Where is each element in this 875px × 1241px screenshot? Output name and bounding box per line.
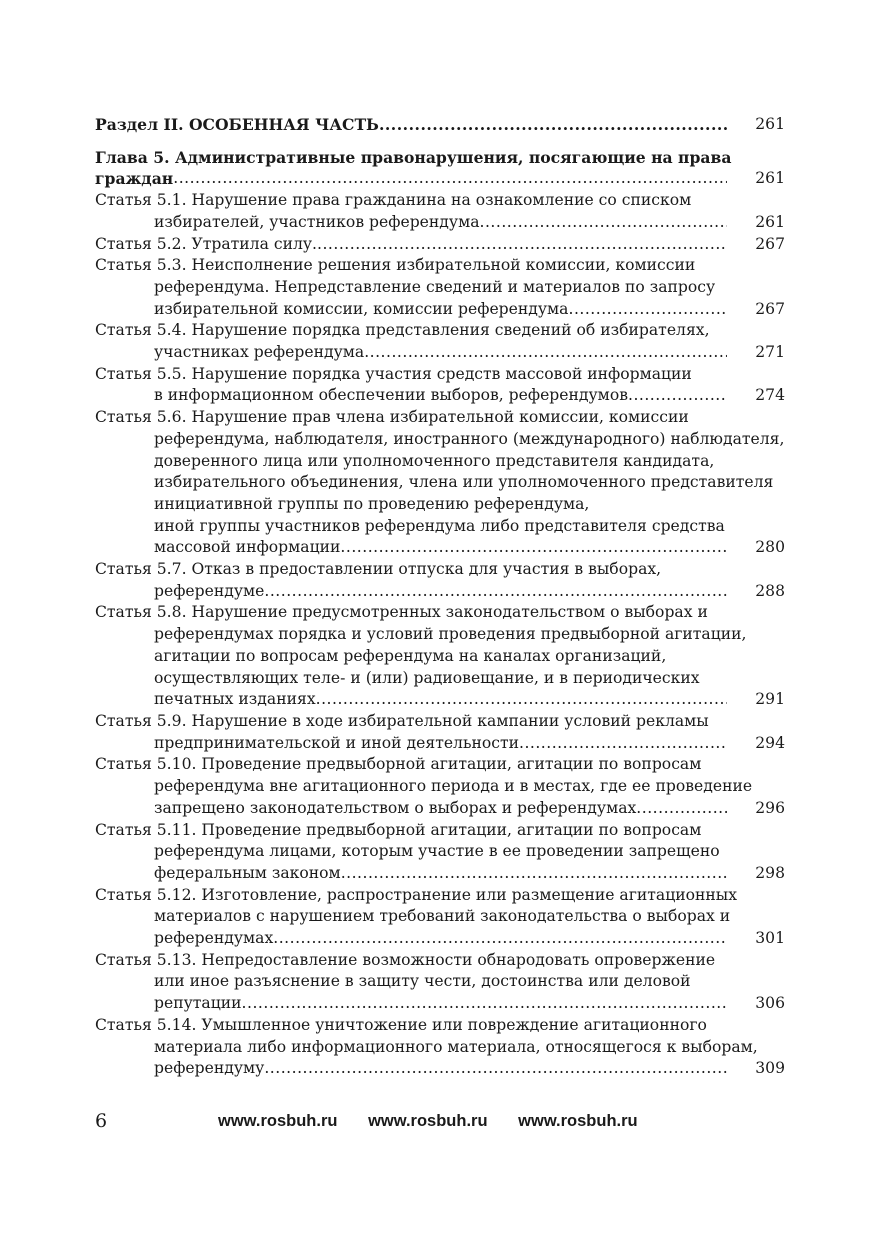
dot-leader — [568, 299, 727, 321]
toc-article-line: избирательного объединения, члена или уполномоченного представителя — [154, 473, 774, 492]
toc-article-entry[interactable] — [95, 754, 785, 819]
dot-leader — [340, 537, 727, 559]
table-of-contents — [95, 114, 785, 1080]
toc-article-last-line: запрещено законодательством о выборах и референдумах — [154, 798, 637, 817]
toc-article-last-line: в информационном обеспечении выборов, референдумов — [154, 386, 628, 405]
toc-article-list — [95, 190, 785, 1080]
toc-article-page: 274 — [755, 386, 785, 405]
toc-article-entry[interactable] — [95, 950, 785, 1015]
toc-article-line: Статья 5.1. Нарушение права гражданина на ознакомление со списком — [95, 191, 692, 210]
toc-article-entry[interactable] — [95, 711, 785, 754]
toc-article-last-line: участниках референдума — [154, 343, 365, 362]
toc-article-page: 271 — [755, 343, 785, 362]
dot-leader — [636, 798, 727, 820]
toc-section-entry[interactable] — [95, 114, 785, 136]
toc-article-entry[interactable] — [95, 255, 785, 320]
toc-article-line: материала либо информационного материала, относящегося к выборам, — [154, 1037, 758, 1056]
toc-article-line: Статья 5.8. Нарушение предусмотренных законодательством о выборах и — [95, 603, 708, 622]
toc-article-entry[interactable] — [95, 320, 785, 363]
toc-article-last-line: печатных изданиях — [154, 690, 316, 709]
toc-article-last-line: референдуме — [154, 581, 265, 600]
toc-article-line: Статья 5.6. Нарушение прав члена избирательной комиссии, комиссии — [95, 408, 689, 427]
dot-leader — [519, 733, 727, 755]
toc-article-line: референдума лицами, которым участие в ее проведении запрещено — [154, 842, 720, 861]
toc-article-line: Статья 5.9. Нарушение в ходе избирательной кампании условий рекламы — [95, 711, 709, 730]
toc-article-line: Статья 5.3. Неисполнение решения избирательной комиссии, комиссии — [95, 256, 696, 275]
toc-article-last-line: референдумах — [154, 929, 274, 948]
toc-article-page: 288 — [755, 581, 785, 600]
toc-article-page: 296 — [755, 798, 785, 817]
toc-article-last-line: избирателей, участников референдума — [154, 212, 480, 231]
toc-article-last-line: федеральным законом — [154, 863, 341, 882]
toc-article-entry[interactable] — [95, 602, 785, 711]
toc-article-line: доверенного лица или уполномоченного представителя кандидата, — [154, 451, 715, 470]
toc-article-line: референдума. Непредставление сведений и материалов по запросу — [154, 277, 716, 296]
dot-leader — [173, 168, 727, 190]
dot-leader — [317, 234, 727, 256]
toc-article-entry[interactable] — [95, 234, 785, 256]
footer-site-link[interactable]: www.rosbuh.ru — [368, 1112, 488, 1130]
dot-leader — [364, 342, 727, 364]
toc-chapter-line: Глава 5. Административные правонарушения, посягающие на права — [95, 147, 732, 167]
dot-leader — [480, 212, 727, 234]
toc-article-page: 306 — [755, 994, 785, 1013]
page-footer — [95, 1110, 785, 1140]
toc-article-page: 280 — [755, 538, 785, 557]
toc-article-line: референдума вне агитационного периода и в местах, где ее проведение — [154, 777, 753, 796]
toc-article-line: иной группы участников референдума либо представителя средства — [154, 516, 725, 535]
toc-article-line: осуществляющих теле- и (или) радиовещание, и в периодических — [154, 668, 700, 687]
toc-chapter-last-line: граждан — [95, 169, 174, 189]
footer-site-link[interactable]: www.rosbuh.ru — [218, 1112, 338, 1130]
toc-article-line: Статья 5.10. Проведение предвыборной агитации, агитации по вопросам — [95, 755, 702, 774]
toc-article-page: 298 — [755, 863, 785, 882]
toc-article-page: 301 — [755, 929, 785, 948]
toc-article-line: материалов с нарушением требований законодательства о выборах и — [154, 907, 731, 926]
toc-article-last-line: массовой информации — [154, 538, 341, 557]
toc-article-page: 291 — [755, 690, 785, 709]
toc-article-line: Статья 5.4. Нарушение порядка представления сведений об избирателях, — [95, 321, 710, 340]
toc-article-line: инициативной группы по проведению референдума, — [154, 494, 590, 513]
toc-article-page: 309 — [755, 1059, 785, 1078]
toc-article-last-line: избирательной комиссии, комиссии референдума — [154, 299, 569, 318]
toc-article-entry[interactable] — [95, 190, 785, 233]
toc-article-entry[interactable] — [95, 1015, 785, 1080]
toc-article-last-line: референдуму — [154, 1059, 265, 1078]
dot-leader — [273, 928, 727, 950]
toc-article-line: референдумах порядка и условий проведения предвыборной агитации, — [154, 625, 747, 644]
toc-article-page: 267 — [755, 234, 785, 253]
toc-chapter-page: 261 — [755, 169, 785, 188]
dot-leader — [628, 385, 727, 407]
dot-leader — [341, 863, 727, 885]
footer-site-link[interactable]: www.rosbuh.ru — [518, 1112, 638, 1130]
toc-article-line: Статья 5.7. Отказ в предоставлении отпуска для участия в выборах, — [95, 560, 662, 579]
toc-article-page: 267 — [755, 299, 785, 318]
dot-leader — [379, 114, 727, 136]
toc-article-last-line: репутации — [154, 994, 242, 1013]
toc-article-line: Статья 5.11. Проведение предвыборной агитации, агитации по вопросам — [95, 820, 702, 839]
toc-article-page: 261 — [755, 212, 785, 231]
toc-article-entry[interactable] — [95, 820, 785, 885]
toc-section-title: Раздел II. ОСОБЕННАЯ ЧАСТЬ — [95, 115, 379, 134]
toc-article-line: Статья 5.13. Непредоставление возможности обнародовать опровержение — [95, 950, 716, 969]
toc-article-line: Статья 5.12. Изготовление, распространение или размещение агитационных — [95, 885, 738, 904]
dot-leader — [316, 689, 727, 711]
toc-article-line: Статья 5.5. Нарушение порядка участия средств массовой информации — [95, 364, 692, 383]
dot-leader — [242, 993, 727, 1015]
toc-article-line: или иное разъяснение в защиту чести, достоинства или деловой — [154, 972, 691, 991]
dot-leader — [264, 1058, 727, 1080]
toc-chapter-entry[interactable] — [95, 147, 785, 190]
toc-article-entry[interactable] — [95, 407, 785, 559]
toc-section-page: 261 — [755, 115, 785, 133]
toc-article-line: Статья 5.14. Умышленное уничтожение или повреждение агитационного — [95, 1015, 707, 1034]
footer-links — [218, 1112, 664, 1131]
toc-article-last-line: Статья 5.2. Утратила силу. — [95, 234, 317, 253]
toc-article-entry[interactable] — [95, 885, 785, 950]
toc-article-entry[interactable] — [95, 364, 785, 407]
toc-article-page: 294 — [755, 733, 785, 752]
toc-article-entry[interactable] — [95, 559, 785, 602]
toc-article-line: референдума, наблюдателя, иностранного (международного) наблюдателя, — [154, 429, 785, 448]
toc-article-line: агитации по вопросам референдума на каналах организаций, — [154, 646, 667, 665]
page-number: 6 — [95, 1110, 108, 1132]
dot-leader — [264, 581, 727, 603]
toc-article-last-line: предпринимательской и иной деятельности — [154, 733, 519, 752]
